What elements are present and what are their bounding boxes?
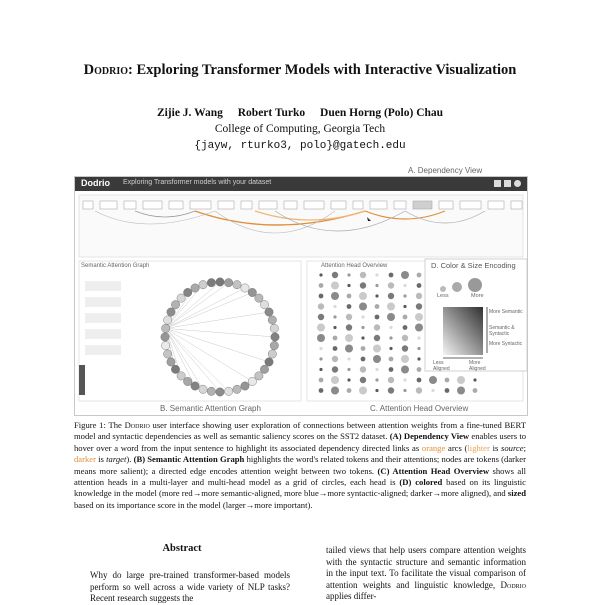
caption-text: is [95, 454, 107, 465]
attention-head-circle [361, 346, 366, 351]
attention-head-circle [388, 377, 394, 383]
label-dependency-view: A. Dependency View [408, 166, 483, 175]
attention-head-circle [401, 271, 409, 279]
caption-text: shows all attention heads in a multi-layer and multi-head model as a grid of circles, each head is [74, 465, 527, 488]
graph-node [260, 365, 268, 373]
abstract-heading: Abstract [162, 543, 202, 554]
attention-head-circle [332, 272, 338, 278]
token-box [488, 201, 504, 209]
caption-target-word: target [106, 454, 127, 465]
caption-darker-word: darker [74, 454, 96, 465]
caption-text: arcs ( [445, 442, 468, 453]
token-box [394, 201, 406, 209]
attention-head-circle [375, 284, 378, 287]
author-2: Robert Turko [237, 107, 306, 119]
attention-head-circle [402, 345, 408, 351]
token-box [83, 201, 93, 209]
legend-more-aligned: More Aligned [469, 360, 486, 372]
attention-head-circle [375, 378, 378, 381]
graph-node [268, 350, 276, 358]
attention-head-circle [359, 387, 367, 395]
graph-node [270, 324, 278, 332]
label-semantic-attention-graph: B. Semantic Attention Graph [160, 404, 261, 413]
graph-node [248, 377, 256, 385]
attention-head-circle [331, 376, 339, 384]
token-box [100, 201, 117, 209]
attention-head-circle [388, 282, 394, 288]
attention-head-circle [361, 315, 364, 318]
attention-head-circle [403, 305, 406, 308]
email: {jayw, rturko3, polo}@gatech.edu [194, 140, 406, 152]
token-box [284, 201, 297, 209]
attention-head-circle [457, 387, 465, 395]
attention-head-circle [374, 335, 380, 341]
token-box [124, 201, 136, 209]
token-box [218, 201, 234, 209]
caption-text: based on its linguistic knowledge in the model (more red→more semantic-aligned, more blue→more syntactic-aligned; darker→more aligned), and [74, 477, 526, 499]
attention-head-circle [387, 303, 395, 311]
graph-node [161, 341, 169, 349]
graph-node [199, 280, 207, 288]
attention-head-circle [333, 336, 338, 341]
caption-source-word: source [501, 442, 524, 453]
attention-head-circle [319, 294, 324, 299]
attention-head-circle [402, 335, 408, 341]
token-box [169, 201, 183, 209]
attention-head-circle [346, 314, 352, 320]
attention-head-circle [331, 387, 339, 395]
caption-text: user interface showing user exploration of connections between attention weights from a fine-tuned BERT model and syntactic dependencies as well as semantic saliency scores on the SST2 dataset. [74, 420, 527, 442]
attention-head-circle [417, 283, 422, 288]
attention-head-circle [431, 389, 434, 392]
attention-head-circle [332, 356, 338, 362]
attention-head-circle [361, 357, 366, 362]
graph-node [224, 278, 232, 286]
attention-head-circle [333, 305, 336, 308]
attention-head-circle [375, 294, 378, 297]
attention-head-circle [375, 304, 380, 309]
attention-head-circle [417, 336, 420, 339]
attention-head-circle [319, 283, 324, 288]
attention-head-circle [403, 389, 406, 392]
attention-head-circle [375, 368, 378, 371]
caption-text: is [489, 442, 502, 453]
right-column-app-name: Dodrio [500, 579, 526, 590]
attention-head-circle [347, 368, 350, 371]
attention-head-circle [317, 334, 325, 342]
attention-head-circle [347, 284, 350, 287]
graph-node [177, 294, 185, 302]
token-box [331, 201, 346, 209]
attention-head-circle [319, 368, 322, 371]
attention-head-circle [331, 292, 339, 300]
overview-title: Attention Head Overview [321, 263, 388, 269]
attention-head-circle [388, 387, 394, 393]
right-column-text [326, 545, 526, 603]
attention-head-circle [416, 387, 422, 393]
graph-node [161, 333, 169, 341]
attention-head-circle [332, 366, 338, 372]
graph-node [265, 308, 273, 316]
attention-head-circle [389, 336, 392, 339]
attention-head-circle [375, 389, 378, 392]
attention-head-circle [333, 326, 336, 329]
graph-node [233, 385, 241, 393]
attention-head-circle [375, 273, 378, 276]
attention-head-circle [375, 315, 380, 320]
author-1: Zijie J. Wang [156, 107, 223, 119]
caption-text: ; [523, 442, 526, 453]
attention-head-circle [333, 315, 336, 318]
attention-head-circle [317, 324, 325, 332]
attention-head-circle [347, 388, 352, 393]
graph-node [241, 284, 249, 292]
attention-head-circle [361, 336, 364, 339]
graph-node [171, 365, 179, 373]
token-box [143, 201, 162, 209]
attention-head-circle [319, 347, 322, 350]
attention-head-circle [403, 315, 408, 320]
attention-head-circle [415, 324, 423, 332]
legend-more-syntactic: More Syntactic [489, 341, 523, 347]
caption-sized-word: sized [507, 488, 526, 499]
figure-caption [74, 420, 526, 511]
graph-node [260, 300, 268, 308]
token-box [439, 201, 453, 209]
attention-head-circle [318, 303, 324, 309]
caption-lighter-word: lighter [467, 442, 490, 453]
graph-node [183, 377, 191, 385]
attention-head-circle [345, 345, 353, 353]
title-rest: : Exploring Transformer Models with Interactive Visualization [128, 62, 517, 78]
legend-more: More [471, 293, 484, 299]
attention-head-circle [445, 378, 450, 383]
label-attention-head-overview: C. Attention Head Overview [370, 404, 469, 413]
attention-head-circle [331, 282, 339, 290]
graph-node [207, 387, 215, 395]
attention-head-circle [403, 294, 406, 297]
attention-head-circle [417, 347, 420, 350]
right-column-part: tailed views that help users compare attention weights with the syntactic structure and semantic information in the input text. To facilitate the visual comparison of attention weights and linguistic knowledge, [326, 545, 526, 590]
author-list [0, 107, 600, 119]
graph-node [199, 385, 207, 393]
attention-head-circle [401, 366, 409, 374]
attention-head-circle [417, 378, 422, 383]
attention-head-circle [347, 304, 352, 309]
graph-node [248, 288, 256, 296]
token-box [241, 201, 252, 209]
attention-head-circle [389, 273, 394, 278]
attention-head-circle [389, 326, 392, 329]
attention-head-circle [416, 303, 422, 309]
attention-head-circle [403, 284, 406, 287]
caption-orange-word: orange [421, 442, 446, 453]
caption-fig-label: Figure 1: [74, 420, 106, 430]
caption-text: The [108, 420, 125, 430]
caption-app-name: Dodrio [124, 420, 150, 430]
attention-head-circle [389, 347, 392, 350]
attention-head-circle [416, 293, 422, 299]
author-3: Duen Horng (Polo) Chau [320, 107, 444, 119]
graph-node [163, 316, 171, 324]
caption-a-label: (A) Dependency View [389, 431, 470, 442]
attention-head-circle [374, 324, 380, 330]
dependency-view [79, 195, 523, 257]
attention-head-circle [360, 272, 366, 278]
graph-node [268, 316, 276, 324]
caption-d-label: (D) colored [399, 477, 443, 488]
graph-node [207, 278, 215, 286]
legend-semantic-syntactic: Semantic & Syntactic [489, 325, 515, 337]
token-box [190, 201, 211, 209]
graph-node [171, 300, 179, 308]
caption-text: ). [126, 454, 134, 465]
graph-node [163, 350, 171, 358]
graph-node [167, 308, 175, 316]
attention-head-circle [360, 366, 366, 372]
token-box [304, 201, 324, 209]
figure-screenshot [74, 176, 528, 416]
attention-head-circle [373, 355, 381, 363]
attention-head-circle [373, 345, 381, 353]
graph-node [216, 278, 224, 286]
attention-head-circle [318, 314, 324, 320]
graph-title: Semantic Attention Graph [81, 263, 150, 269]
attention-head-circle [346, 324, 352, 330]
attention-head-circle [359, 303, 367, 311]
attention-head-circle [445, 388, 450, 393]
abstract-text: Why do large pre-trained transformer-based models perform so well across a wide variety of NLP tasks? Recent research suggests the [90, 570, 290, 603]
attention-head-circle [345, 334, 353, 342]
attention-head-circle [401, 355, 409, 363]
attention-head-circle [359, 292, 367, 300]
attention-head-circle [429, 376, 437, 384]
paper-title [0, 62, 600, 79]
graph-node [216, 388, 224, 396]
attention-head-circle [388, 293, 394, 299]
attention-head-circle [319, 388, 324, 393]
graph-node [183, 288, 191, 296]
attention-head-circle [457, 376, 465, 384]
attention-head-circle [389, 367, 394, 372]
caption-c-label: (C) Attention Head Overview [377, 465, 490, 476]
app-subtitle: Exploring Transformer models with your dataset [123, 179, 272, 186]
attention-head-circle [403, 378, 406, 381]
attention-head-circle [361, 326, 364, 329]
attention-head-circle [319, 273, 322, 276]
attention-head-circle [473, 388, 478, 393]
attention-head-circle [387, 313, 395, 321]
attention-head-circle [347, 273, 350, 276]
token-box [413, 201, 432, 209]
attention-head-circle [360, 282, 366, 288]
graph-node [191, 284, 199, 292]
semantic-attention-graph-panel [79, 261, 301, 401]
attention-head-circle [417, 367, 422, 372]
graph-node [167, 358, 175, 366]
token-box [259, 201, 277, 209]
attention-head-circle [319, 357, 322, 360]
label-color-size-encoding: D. Color & Size Encoding [431, 261, 516, 270]
attention-head-circle [417, 357, 420, 360]
graph-node [271, 333, 279, 341]
attention-head-circle [347, 378, 350, 381]
graph-node [191, 382, 199, 390]
legend-less: Less [437, 293, 449, 299]
attention-head-circle [403, 325, 408, 330]
attention-head-circle [347, 294, 352, 299]
graph-node [177, 372, 185, 380]
attention-head-circle [319, 378, 324, 383]
caption-text: enables users to hover over a word from the input sentence to highlight its associated dependency directed links as [74, 431, 526, 453]
attention-head-circle [417, 273, 422, 278]
attention-head-circle [389, 357, 394, 362]
attention-head-circle [347, 357, 350, 360]
graph-node [255, 372, 263, 380]
legend-less-aligned: Less Aligned [433, 360, 450, 372]
attention-head-circle [415, 313, 423, 321]
graph-node [233, 280, 241, 288]
caption-b-label: (B) Semantic Attention Graph [133, 454, 245, 465]
figure-drawing [75, 177, 527, 415]
graph-node [270, 341, 278, 349]
encoding-legend [425, 259, 527, 371]
graph-node [255, 294, 263, 302]
graph-node [224, 387, 232, 395]
caption-text: based on its importance score in the model (larger→more important). [74, 499, 313, 510]
right-column-part: applies differ- [326, 591, 377, 601]
affiliation: College of Computing, Georgia Tech [214, 123, 386, 135]
caption-text: highlights the word's related tokens and their attentions; nodes are tokens (darker means more salient); a directed edge encodes attention weight between two tokens. [74, 454, 526, 476]
attention-head-circle [360, 377, 366, 383]
token-box [511, 201, 522, 209]
app-logo: Dodrio [81, 178, 110, 188]
token-box [460, 201, 481, 209]
legend-more-semantic: More Semantic [489, 309, 523, 315]
attention-head-circle [333, 346, 338, 351]
graph-node [265, 358, 273, 366]
attention-head-circle [473, 378, 476, 381]
graph-node [161, 324, 169, 332]
token-box [370, 201, 387, 209]
title-app-name: Dodrio [83, 62, 129, 78]
token-box [353, 201, 363, 209]
graph-node [241, 382, 249, 390]
